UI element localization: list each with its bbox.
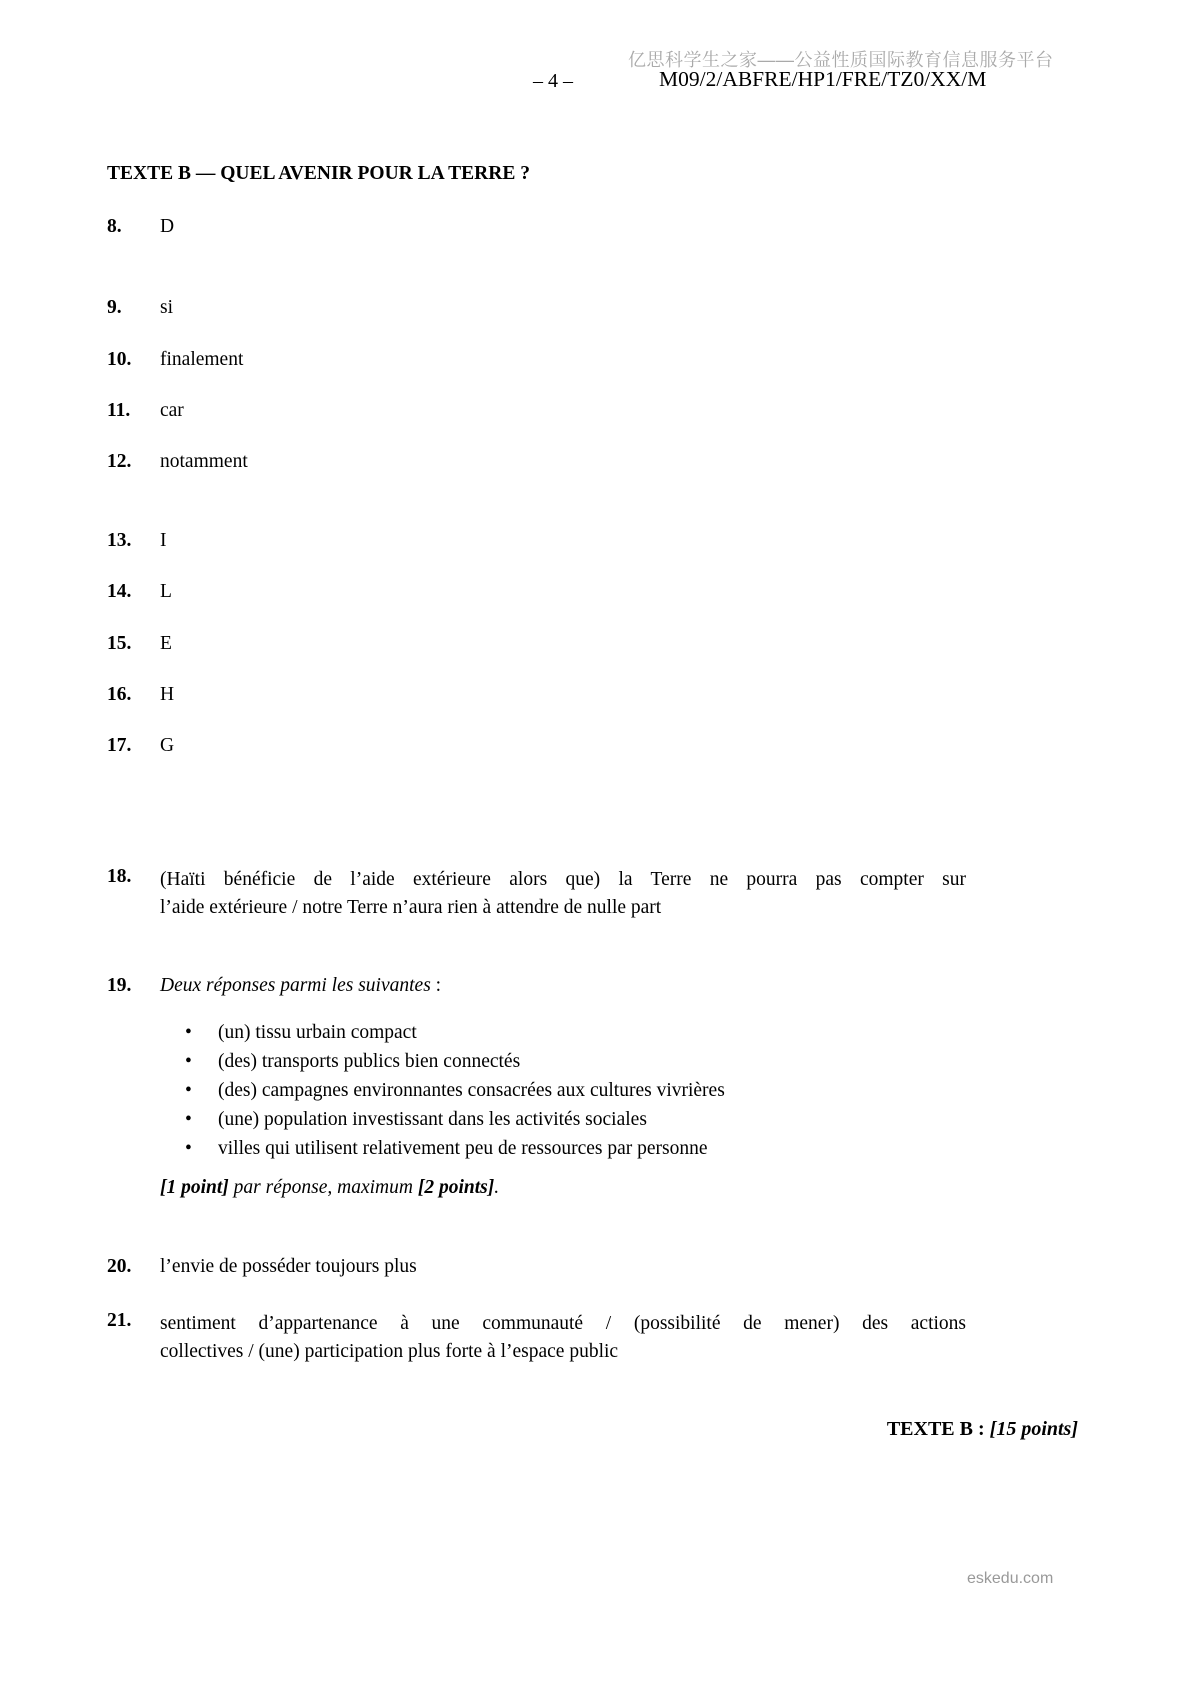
- question-number: 14.: [107, 581, 132, 602]
- question-number: 17.: [107, 735, 132, 756]
- bullet-icon: •: [185, 1109, 192, 1130]
- list-item: [185, 1105, 945, 1134]
- answer-text: car: [160, 400, 184, 421]
- answer-text: finalement: [160, 349, 244, 370]
- answer-text: l’envie de posséder toujours plus: [160, 1256, 417, 1277]
- page-number: – 4 –: [533, 70, 573, 92]
- question-number: 21.: [107, 1310, 132, 1331]
- total-points-line: [887, 1418, 1078, 1441]
- bullet-icon: •: [185, 1051, 192, 1072]
- question-number: 13.: [107, 530, 132, 551]
- bullet-text: villes qui utilisent relativement peu de ressources par personne: [218, 1138, 708, 1159]
- bullet-icon: •: [185, 1022, 192, 1043]
- question-number: 8.: [107, 216, 122, 237]
- answer-paragraph-18: [160, 866, 966, 922]
- question-number: 18.: [107, 866, 132, 887]
- answer-text: E: [160, 633, 172, 654]
- bullet-list: [185, 1018, 945, 1163]
- question-number: 10.: [107, 349, 132, 370]
- answer-intro: [160, 975, 441, 997]
- points-note-period: .: [494, 1177, 500, 1198]
- exam-code: M09/2/ABFRE/HP1/FRE/TZ0/XX/M: [659, 67, 987, 91]
- answer-text: H: [160, 684, 175, 705]
- answer-text: I: [160, 530, 167, 551]
- answer-line: sentiment d’appartenance à une communauté / (possibilité de mener) des actions: [160, 1313, 966, 1334]
- intro-colon: :: [430, 975, 442, 996]
- bullet-icon: •: [185, 1080, 192, 1101]
- question-number: 12.: [107, 451, 132, 472]
- list-item: [185, 1076, 945, 1105]
- answer-line: l’aide extérieure / notre Terre n’aura rien à attendre de nulle part: [160, 897, 662, 918]
- question-number: 16.: [107, 684, 132, 705]
- section-title: TEXTE B — QUEL AVENIR POUR LA TERRE ?: [107, 163, 530, 184]
- answer-line: collectives / (une) participation plus forte à l’espace public: [160, 1341, 619, 1362]
- question-number: 19.: [107, 975, 132, 996]
- points-note-text: par réponse, maximum: [228, 1177, 418, 1198]
- answer-text: L: [160, 581, 172, 602]
- answer-paragraph-21: [160, 1310, 966, 1366]
- answer-text: notamment: [160, 451, 248, 472]
- bullet-text: (des) transports publics bien connectés: [218, 1051, 521, 1072]
- intro-italic-text: Deux réponses parmi les suivantes: [160, 975, 431, 996]
- question-number: 20.: [107, 1256, 132, 1277]
- points-note-bold: [1 point]: [160, 1177, 229, 1198]
- total-label: TEXTE B :: [886, 1418, 985, 1440]
- list-item: [185, 1047, 945, 1076]
- answer-line: (Haïti bénéficie de l’aide extérieure alors que) la Terre ne pourra pas compter sur: [160, 869, 966, 890]
- question-number: 11.: [107, 400, 131, 421]
- answer-text: D: [160, 216, 175, 237]
- footer-watermark: eskedu.com: [967, 1570, 1054, 1587]
- bullet-text: (des) campagnes environnantes consacrées aux cultures vivrières: [218, 1080, 725, 1101]
- points-note-bold: [2 points]: [417, 1177, 495, 1198]
- answer-text: G: [160, 735, 175, 756]
- bullet-icon: •: [185, 1138, 192, 1159]
- question-number: 9.: [107, 297, 122, 318]
- points-note: [160, 1177, 499, 1199]
- total-points-value: [15 points]: [989, 1418, 1078, 1440]
- chinese-watermark: 亿思科学生之家——公益性质国际教育信息服务平台: [628, 50, 1054, 70]
- answer-text: si: [160, 297, 174, 318]
- bullet-text: (une) population investissant dans les activités sociales: [218, 1109, 647, 1130]
- bullet-text: (un) tissu urbain compact: [218, 1022, 417, 1043]
- question-number: 15.: [107, 633, 132, 654]
- list-item: [185, 1134, 945, 1163]
- list-item: [185, 1018, 945, 1047]
